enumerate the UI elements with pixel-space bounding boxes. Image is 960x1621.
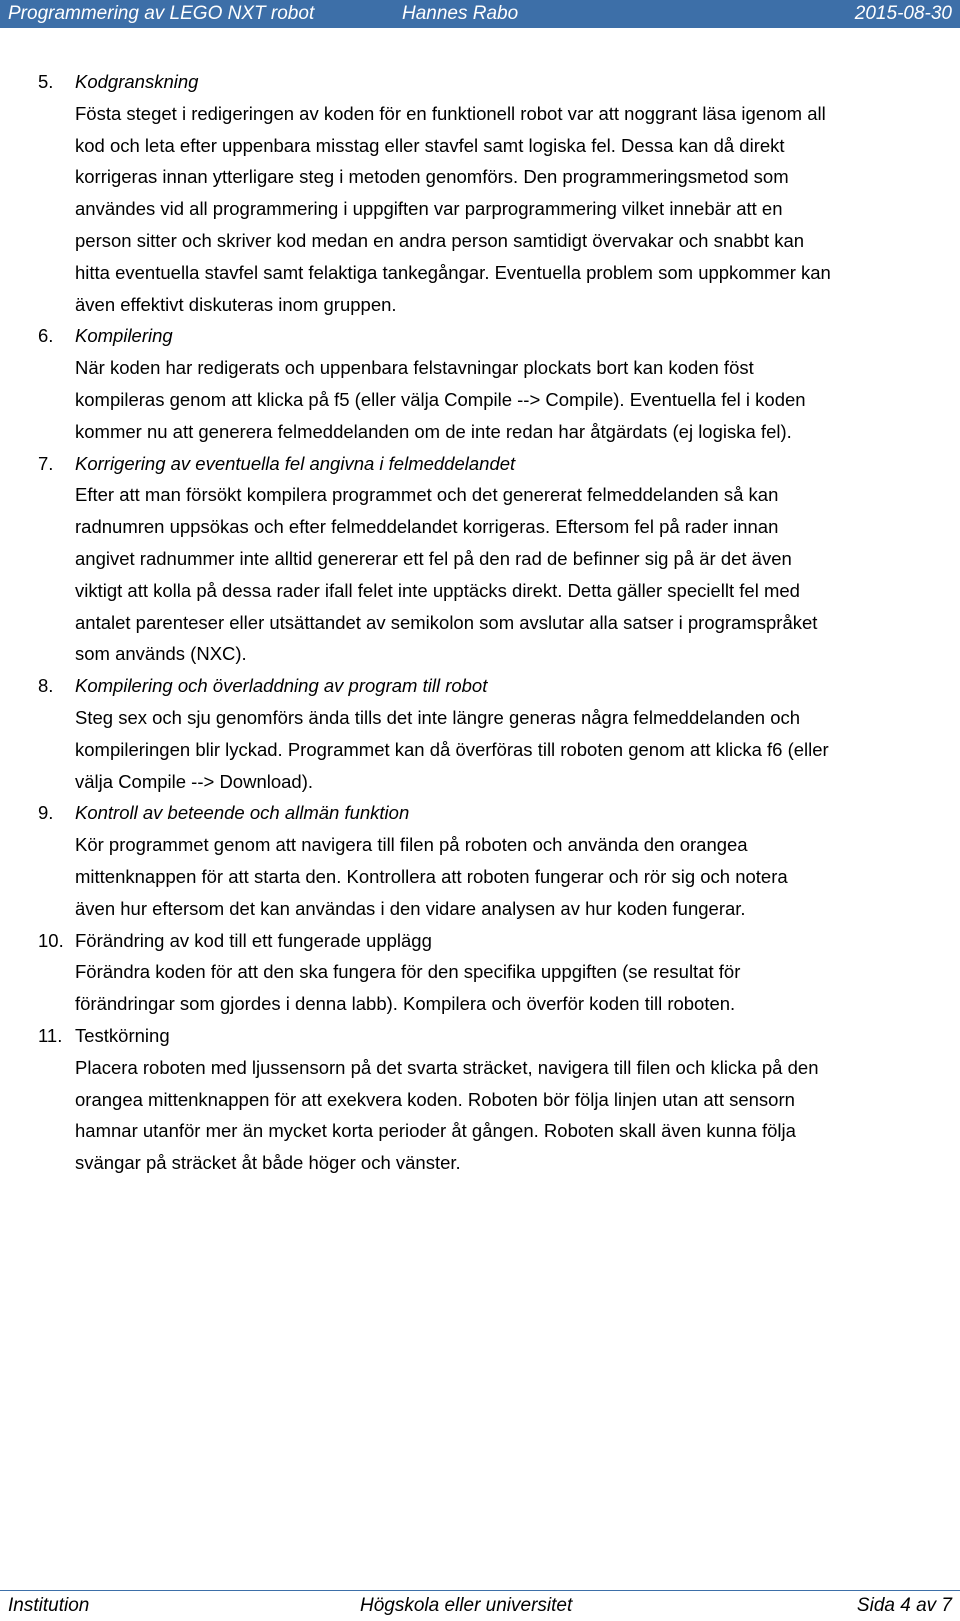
list-item-9 (0, 797, 960, 924)
body-line: Placera roboten med ljussensorn på det svarta sträcket, navigera till filen och klicka på den (75, 1056, 819, 1078)
body-line: även hur eftersom det kan användas i den vidare analysen av hur koden fungerar. (75, 897, 746, 919)
item-body (75, 479, 955, 670)
body-line: person sitter och skriver kod medan en andra person samtidigt övervakar och snabbt kan (75, 229, 805, 251)
footer-institution: Institution (8, 1595, 90, 1616)
item-body (75, 702, 955, 797)
item-title: Testkörning (75, 1024, 170, 1046)
item-body (75, 829, 955, 924)
page-footer (0, 1590, 960, 1621)
document-body (0, 66, 960, 1179)
item-body (75, 352, 955, 447)
body-line: förändringar som gjordes i denna labb). Kompilera och överför koden till roboten. (75, 993, 736, 1015)
body-line: Fösta steget i redigeringen av koden för en funktionell robot var att noggrant läsa igenom all (75, 102, 826, 124)
body-line: angivet radnummer inte alltid genererar ett fel på den rad de befinner sig på är det även (75, 547, 792, 569)
body-line: korrigeras innan ytterligare steg i metoden genomförs. Den programmeringsmetod som (75, 166, 789, 188)
body-line: som används (NXC). (75, 643, 247, 665)
item-number: 10. (38, 929, 64, 951)
body-line: orangea mittenknappen för att exekvera koden. Roboten bör följa linjen utan att sensorn (75, 1088, 795, 1110)
body-line: När koden har redigerats och uppenbara felstavningar plockats bort kan koden föst (75, 357, 754, 379)
item-title: Kompilering och överladdning av program till robot (75, 675, 488, 697)
header-author: Hannes Rabo (402, 3, 519, 24)
body-line: kommer nu att generera felmeddelanden om de inte redan har åtgärdats (ej logiska fel). (75, 420, 792, 442)
body-line: kod och leta efter uppenbara misstag eller stavfel samt logiska fel. Dessa kan då direkt (75, 134, 785, 156)
item-title: Kodgranskning (75, 71, 199, 92)
body-line: kompileringen blir lyckad. Programmet kan då överföras till roboten genom att klicka f6 (eller (75, 738, 829, 760)
body-line: svängar på sträcket åt både höger och vänster. (75, 1152, 461, 1174)
body-line: hitta eventuella stavfel samt felaktiga tankegångar. Eventuella problem som uppkommer kan (75, 261, 831, 283)
list-item-5 (0, 66, 960, 320)
item-title: Kontroll av beteende och allmän funktion (75, 802, 410, 824)
body-line: Förändra koden för att den ska fungera för den specifika uppgiften (se resultat för (75, 961, 741, 983)
body-line: Kör programmet genom att navigera till filen på roboten och använda den orangea (75, 834, 748, 856)
item-number: 6. (38, 325, 54, 347)
item-number: 5. (38, 71, 54, 92)
list-item-10 (0, 925, 960, 1020)
item-number: 9. (38, 802, 54, 824)
header-document-title: Programmering av LEGO NXT robot (8, 3, 315, 24)
page-header (0, 0, 960, 28)
list-item-7 (0, 448, 960, 671)
item-body (75, 98, 955, 321)
list-item-6 (0, 320, 960, 447)
body-line: kompileras genom att klicka på f5 (eller välja Compile --> Compile). Eventuella fel i koden (75, 388, 806, 410)
body-line: hamnar utanför mer än mycket korta perioder åt gången. Roboten skall även kunna följa (75, 1120, 796, 1142)
item-body (75, 1052, 955, 1179)
body-line: Steg sex och sju genomförs ända tills det inte längre generas några felmeddelanden och (75, 706, 801, 728)
header-date: 2015-08-30 (854, 3, 952, 24)
body-line: radnumren uppsökas och efter felmeddelandet korrigeras. Eftersom fel på rader innan (75, 516, 779, 538)
item-number: 8. (38, 675, 54, 697)
item-title: Förändring av kod till ett fungerade upplägg (75, 929, 432, 951)
list-item-8 (0, 670, 960, 797)
item-title: Korrigering av eventuella fel angivna i felmeddelandet (75, 452, 516, 474)
item-body (75, 956, 955, 1020)
body-line: antalet parenteser eller utsättandet av semikolon som avslutar alla satser i programspråket (75, 611, 818, 633)
body-line: Efter att man försökt kompilera programmet och det genererat felmeddelanden så kan (75, 484, 779, 506)
body-line: användes vid all programmering i uppgiften var parprogrammering vilket innebär att en (75, 198, 783, 220)
item-number: 7. (38, 452, 54, 474)
footer-school: Högskola eller universitet (360, 1595, 573, 1616)
body-line: viktigt att kolla på dessa rader ifall felet inte upptäcks direkt. Detta gäller speciellt fel med (75, 579, 800, 601)
body-line: även effektivt diskuteras inom gruppen. (75, 293, 397, 315)
list-item-11 (0, 1020, 960, 1179)
body-line: mittenknappen för att starta den. Kontrollera att roboten fungerar och rör sig och notera (75, 865, 788, 887)
footer-page-number: Sida 4 av 7 (856, 1595, 952, 1616)
item-title: Kompilering (75, 325, 173, 347)
item-number: 11. (38, 1024, 63, 1046)
body-line: välja Compile --> Download). (75, 770, 314, 792)
